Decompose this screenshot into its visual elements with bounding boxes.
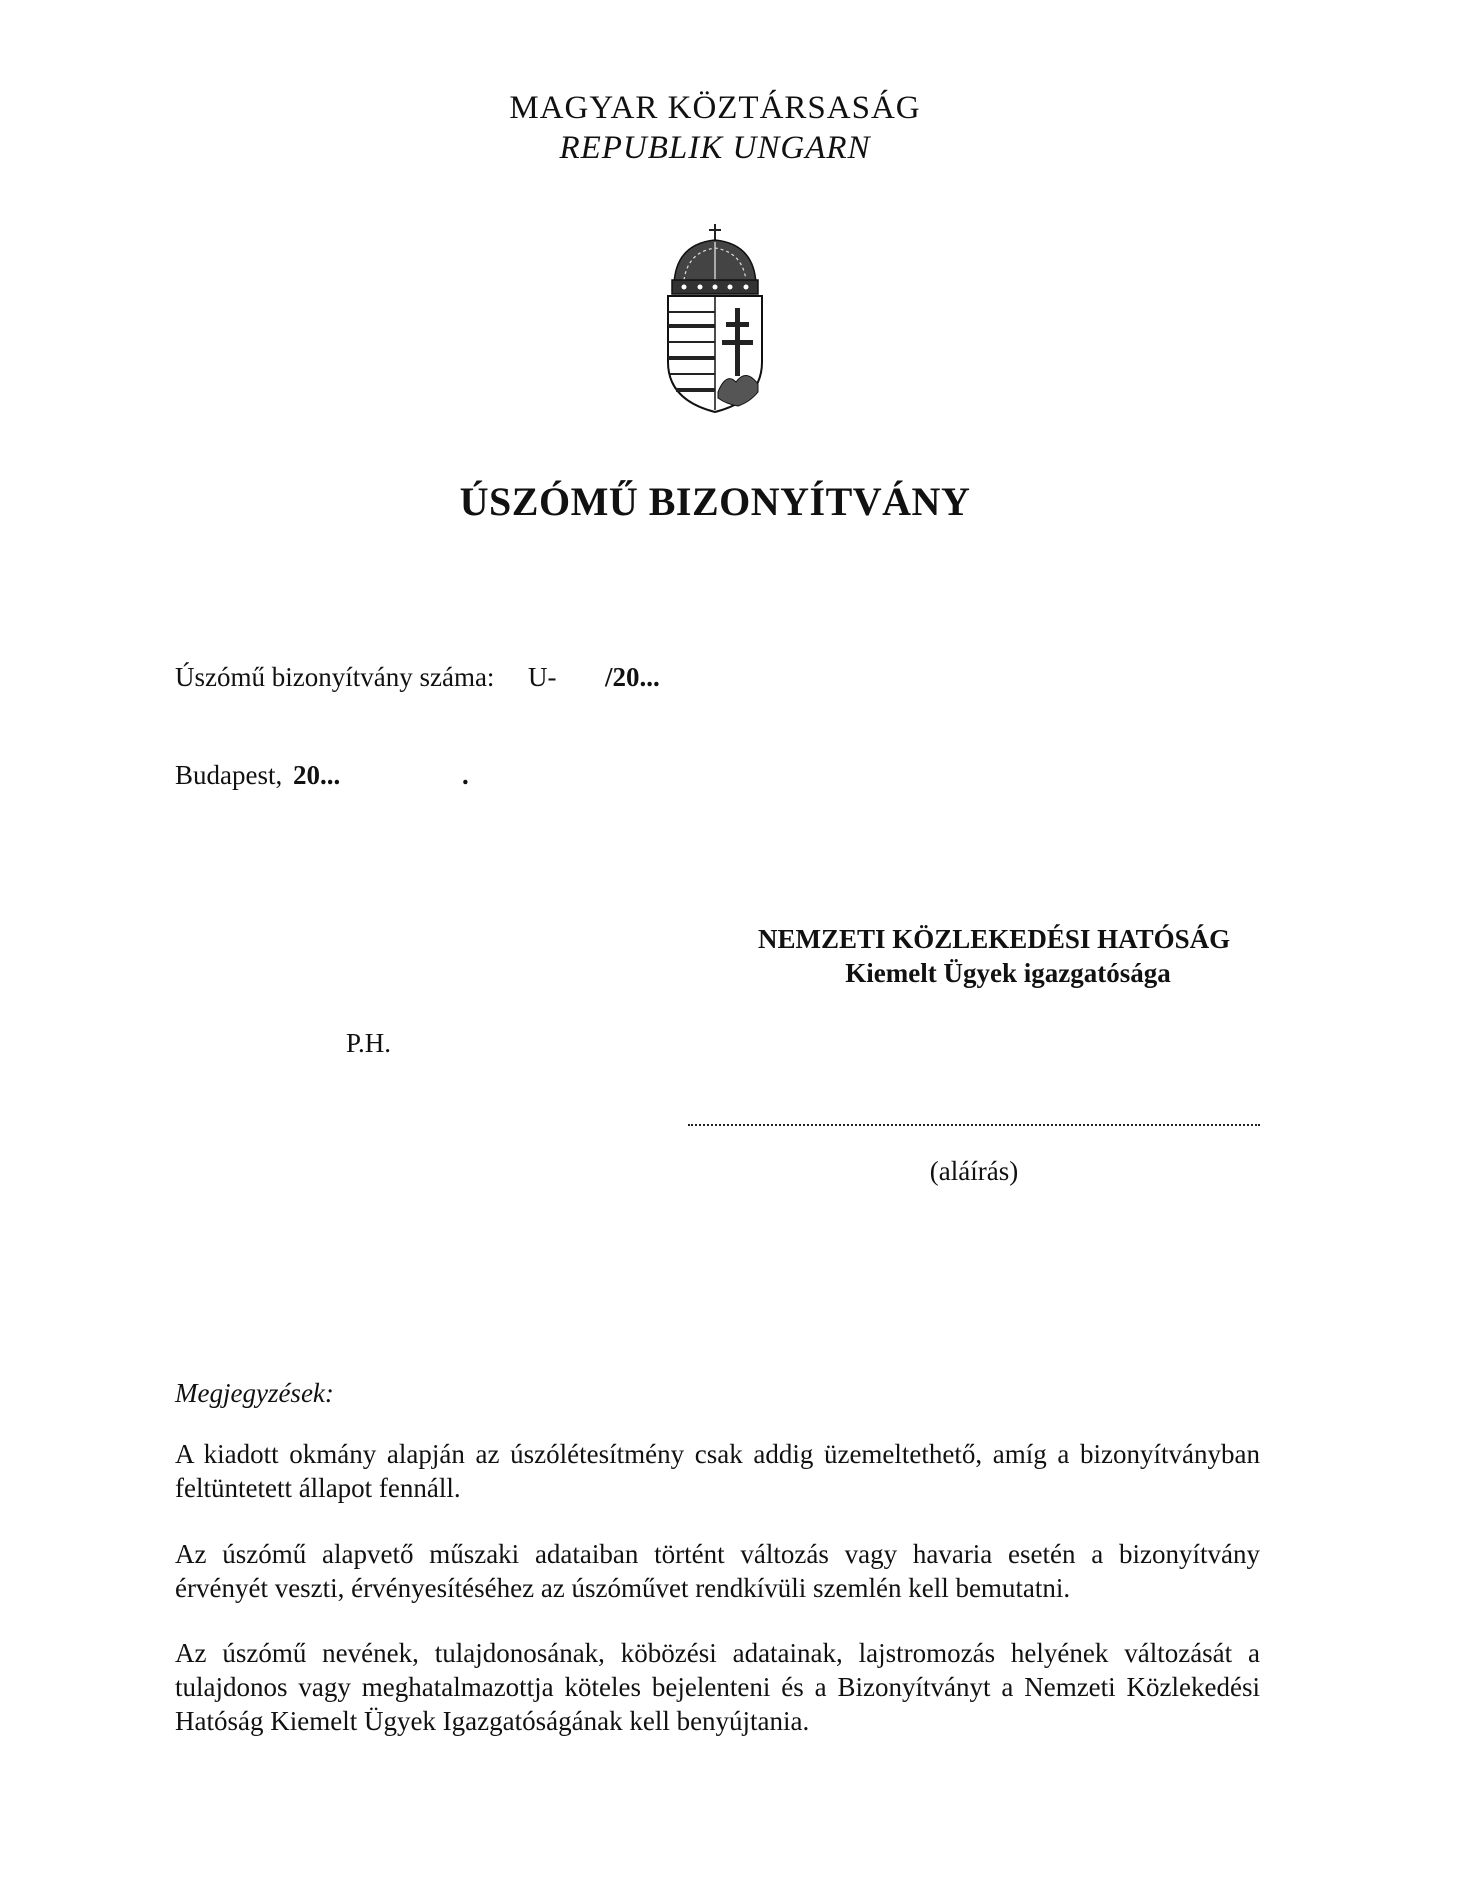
date-end-dot: . — [462, 760, 469, 790]
certificate-number-label: Úszómű bizonyítvány száma: — [175, 662, 495, 692]
note-paragraph: A kiadott okmány alapján az úszólétesítmény csak addig üzemeltethető, amíg a bizonyítványban feltüntetett állapot fennáll. — [175, 1439, 1260, 1503]
note-paragraph: Az úszómű nevének, tulajdonosának, köbözési adatainak, lajstromozás helyének változását a tulajdonos vagy meghatalmazottja köteles bejelenteni és a Bizonyítványt a Nemzeti Közlekedési Hatóság Kiemelt Ügyek Igazgatóságának kell benyújtania. — [175, 1638, 1260, 1736]
issuing-department: Kiemelt Ügyek igazgatósága — [845, 958, 1171, 988]
coat-of-arms-icon — [660, 222, 770, 414]
country-name-german: REPUBLIK UNGARN — [559, 130, 871, 166]
document-title: ÚSZÓMŰ BIZONYÍTVÁNY — [459, 479, 971, 524]
note-paragraph: Az úszómű alapvető műszaki adataiban történt változás vagy havaria esetén a bizonyítvány érvényét veszti, érvényesítéséhez az úszóművet rendkívüli szemlén kell bemutatni. — [175, 1539, 1260, 1603]
stamp-placeholder: P.H. — [346, 1028, 392, 1058]
country-name-hungarian: MAGYAR KÖZTÁRSASÁG — [509, 90, 921, 126]
signature-label: (aláírás) — [929, 1156, 1019, 1186]
certificate-number-prefix: U- — [528, 662, 557, 692]
certificate-number-year: /20... — [605, 662, 660, 692]
issuing-authority: NEMZETI KÖZLEKEDÉSI HATÓSÁG — [758, 924, 1231, 954]
date-place: Budapest, — [175, 760, 283, 790]
notes-heading: Megjegyzések: — [175, 1378, 334, 1408]
signature-line — [688, 1124, 1260, 1126]
date-year: 20... — [293, 760, 341, 790]
